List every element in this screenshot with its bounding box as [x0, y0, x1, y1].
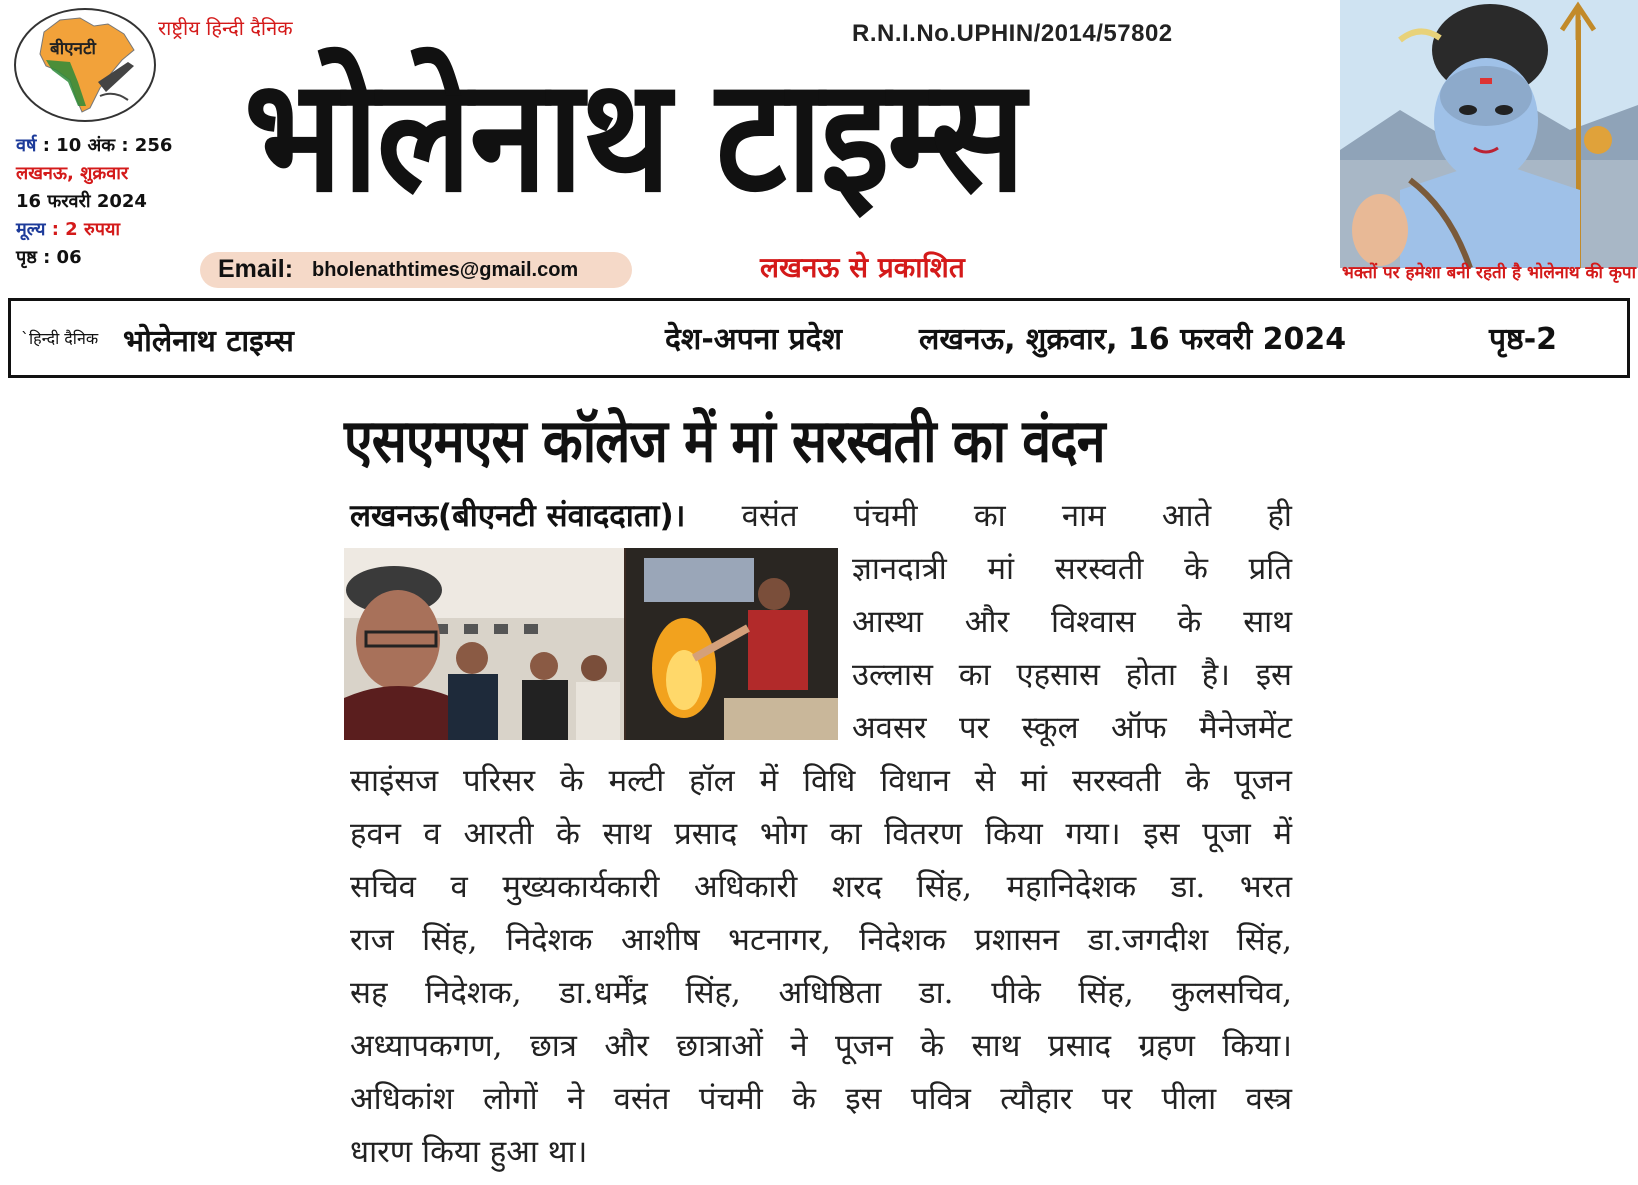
article-line: राज सिंह, निदेशक आशीष भटनागर, निदेशक प्रशासन डा.जगदीश सिंह,	[350, 922, 1292, 958]
india-map-logo-icon	[16, 10, 154, 120]
article-line: अधिकांश लोगों ने वसंत पंचमी के इस पवित्र त्यौहार पर पीला वस्त्र	[350, 1081, 1292, 1117]
article-line-1	[350, 490, 1292, 543]
email-badge	[200, 252, 632, 288]
email-label: Email:	[218, 255, 294, 283]
logo-text: बीएनटी	[50, 39, 96, 59]
article-last-line: धारण किया हुआ था।	[350, 1134, 588, 1170]
issue-pages: पृष्ठ : 06	[16, 247, 82, 268]
year-label: वर्ष	[16, 135, 37, 156]
article-right-line: ज्ञानदात्री मां सरस्वती के प्रति	[852, 551, 1292, 587]
strip-page-number: पृष्ठ-2	[1489, 322, 1558, 357]
article-word: का	[973, 498, 1006, 534]
article-line: हवन व आरती के साथ प्रसाद भोग का वितरण किया गया। इस पूजा में	[350, 816, 1292, 852]
issue-meta	[16, 132, 172, 272]
article-photo	[344, 548, 838, 740]
newspaper-title: भोलेनाथ टाइम्स	[244, 45, 1024, 228]
article-line: सचिव व मुख्यकार्यकारी अधिकारी शरद सिंह, महानिदेशक डा. भरत	[350, 869, 1292, 905]
strip-dateline: लखनऊ, शुक्रवार, 16 फरवरी 2024	[919, 322, 1347, 357]
deity-illustration	[1340, 0, 1638, 268]
article-word: आते	[1161, 498, 1212, 534]
page-header-strip	[8, 298, 1630, 378]
lord-shiva-icon	[1340, 0, 1638, 268]
article-right-line: उल्लास का एहसास होता है। इस	[852, 657, 1292, 693]
article-line: साइंसज परिसर के मल्टी हॉल में विधि विधान से मां सरस्वती के पूजन	[350, 763, 1292, 799]
puja-event-photo-icon	[344, 548, 838, 740]
article-right-line: अवसर पर स्कूल ऑफ मैनेजमेंट	[852, 710, 1292, 746]
article-word: ही	[1267, 498, 1292, 534]
strip-paper-name: भोलेनाथ टाइम्स	[123, 324, 294, 359]
strip-section-name: देश-अपना प्रदेश	[665, 322, 843, 357]
deity-caption: भक्तों पर हमेशा बनी रहती है भोलेनाथ की कृपा	[1341, 263, 1636, 283]
newspaper-logo	[14, 8, 156, 122]
article-word: पंचमी	[853, 498, 918, 534]
article-line: सह निदेशक, डा.धर्मेंद्र सिंह, अधिष्ठिता डा. पीके सिंह, कुलसचिव,	[350, 975, 1292, 1011]
rni-number: R.N.I.No.UPHIN/2014/57802	[852, 20, 1173, 47]
price-value: : 2 रुपया	[51, 219, 121, 240]
article-line: अध्यापकगण, छात्र और छात्राओं ने पूजन के साथ प्रसाद ग्रहण किया।	[350, 1028, 1292, 1064]
published-from: लखनऊ से प्रकाशित	[760, 251, 965, 284]
article-word: वसंत	[741, 498, 798, 534]
article-dateline: लखनऊ(बीएनटी संवाददाता)।	[350, 498, 686, 534]
issue-year-line	[16, 132, 172, 160]
email-address[interactable]: bholenathtimes@gmail.com	[312, 259, 579, 281]
issue-price-line	[16, 216, 172, 244]
year-value: : 10 अंक : 256	[42, 135, 173, 156]
strip-hindi-daily-label: `हिन्दी दैनिक	[21, 329, 99, 348]
article-word: नाम	[1061, 498, 1106, 534]
tagline-national-hindi-daily: राष्ट्रीय हिन्दी दैनिक	[158, 16, 293, 40]
price-label: मूल्य	[16, 219, 46, 240]
issue-place-day: लखनऊ, शुक्रवार	[16, 163, 129, 184]
article-headline: एसएमएस कॉलेज में मां सरस्वती का वंदन	[344, 407, 1105, 477]
article-right-line: आस्था और विश्वास के साथ	[852, 604, 1292, 640]
issue-date: 16 फरवरी 2024	[16, 191, 147, 212]
